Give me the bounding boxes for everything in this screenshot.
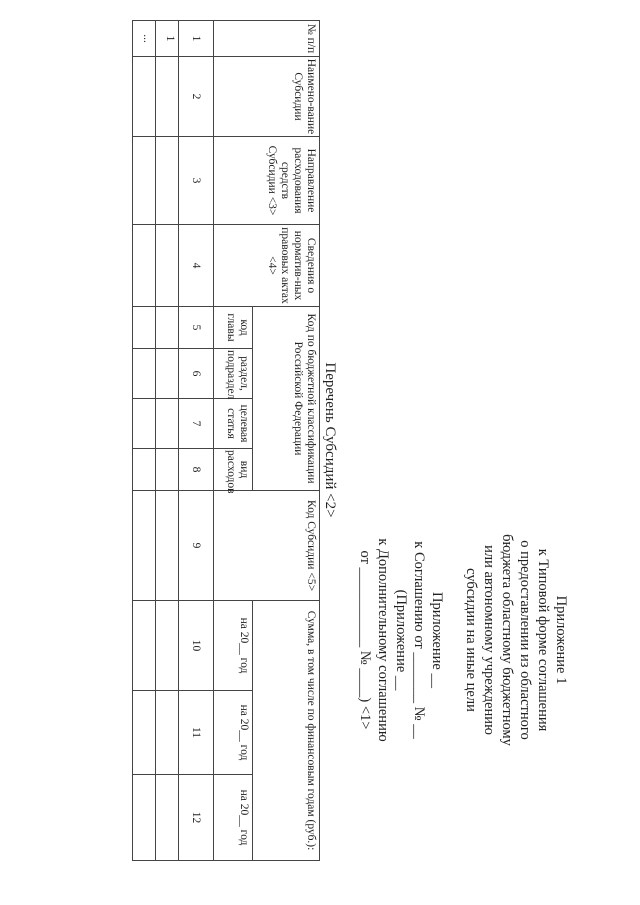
table-cell	[156, 775, 179, 861]
appendix-line: или автономному учреждению	[481, 545, 497, 735]
table-cell	[156, 399, 179, 449]
table-cell	[156, 601, 179, 691]
table-cell	[133, 775, 156, 861]
table-cell	[133, 491, 156, 601]
col-number: 4	[179, 225, 214, 307]
col-number: 6	[179, 349, 214, 399]
col-number: 3	[179, 137, 214, 225]
table-cell	[133, 601, 156, 691]
header-budget-sub: раздел, подраздел	[214, 349, 253, 399]
appendix-sub-line: к Соглашению от _______ № __	[411, 541, 427, 739]
appendix-sub-line: к Дополнительному соглашению	[375, 538, 391, 742]
table-cell	[133, 137, 156, 225]
table-cell	[156, 57, 179, 137]
appendix-sub-line: от ___________ № ____) <1>	[357, 550, 373, 730]
appendix-line: о предоставлении из областного	[517, 540, 533, 740]
header-budget-sub: код главы	[214, 307, 253, 349]
table-cell	[133, 225, 156, 307]
table-cell	[156, 307, 179, 349]
appendix-line: субсидии на иные цели	[463, 568, 479, 712]
appendix-block	[356, 440, 570, 840]
header-sum-year: на 20__ год	[214, 775, 253, 861]
col-number: 8	[179, 449, 214, 491]
table-cell	[156, 225, 179, 307]
header-row	[253, 21, 320, 861]
appendix-line: Приложение 1	[553, 595, 569, 685]
appendix-line: к Типовой форме соглашения	[535, 548, 551, 732]
header-acts: Сведения о норматив-ных правовых актах <4>	[214, 225, 320, 307]
table-cell	[133, 399, 156, 449]
col-number: 9	[179, 491, 214, 601]
table-cell	[133, 691, 156, 775]
table-cell	[133, 57, 156, 137]
appendix-line: бюджета областному бюджетному	[499, 534, 515, 746]
header-name: Наимено-вание Субсидии	[214, 57, 320, 137]
col-number: 5	[179, 307, 214, 349]
col-number: 10	[179, 601, 214, 691]
col-number: 12	[179, 775, 214, 861]
column-number-row	[179, 21, 214, 861]
table-cell	[133, 349, 156, 399]
table-row	[133, 21, 156, 861]
table-cell	[133, 449, 156, 491]
appendix-sub-line: (Приложение __	[393, 589, 409, 691]
table-cell	[156, 349, 179, 399]
table-row	[156, 21, 179, 861]
header-sum-year: на 20__ год	[214, 691, 253, 775]
table-cell	[156, 691, 179, 775]
table-cell	[156, 449, 179, 491]
col-number: 7	[179, 399, 214, 449]
header-budget-sub: вид расходов	[214, 449, 253, 491]
table-cell: 1	[156, 21, 179, 57]
rotated-page	[70, 20, 570, 860]
header-code: Код Субсидии <5>	[214, 491, 320, 601]
col-number: 2	[179, 57, 214, 137]
table-cell	[156, 137, 179, 225]
header-direction: Направление расходования средств Субсидии <3>	[214, 137, 320, 225]
header-num: № п/п	[214, 21, 320, 57]
header-budget-sub: целевая статья	[214, 399, 253, 449]
table-cell	[156, 491, 179, 601]
table-cell	[133, 307, 156, 349]
col-number: 1	[179, 21, 214, 57]
col-number: 11	[179, 691, 214, 775]
header-sum-year: на 20__ год	[214, 601, 253, 691]
list-title: Перечень Субсидий <2>	[322, 362, 338, 518]
header-budget: Код по бюджетной классификации Российской Федерации	[253, 307, 320, 491]
appendix-sub-line: Приложение __	[429, 592, 445, 688]
subsidies-table	[132, 20, 320, 861]
table-cell: ...	[133, 21, 156, 57]
header-sum: Сумма, в том числе по финансовым годам (руб.):	[253, 601, 320, 861]
